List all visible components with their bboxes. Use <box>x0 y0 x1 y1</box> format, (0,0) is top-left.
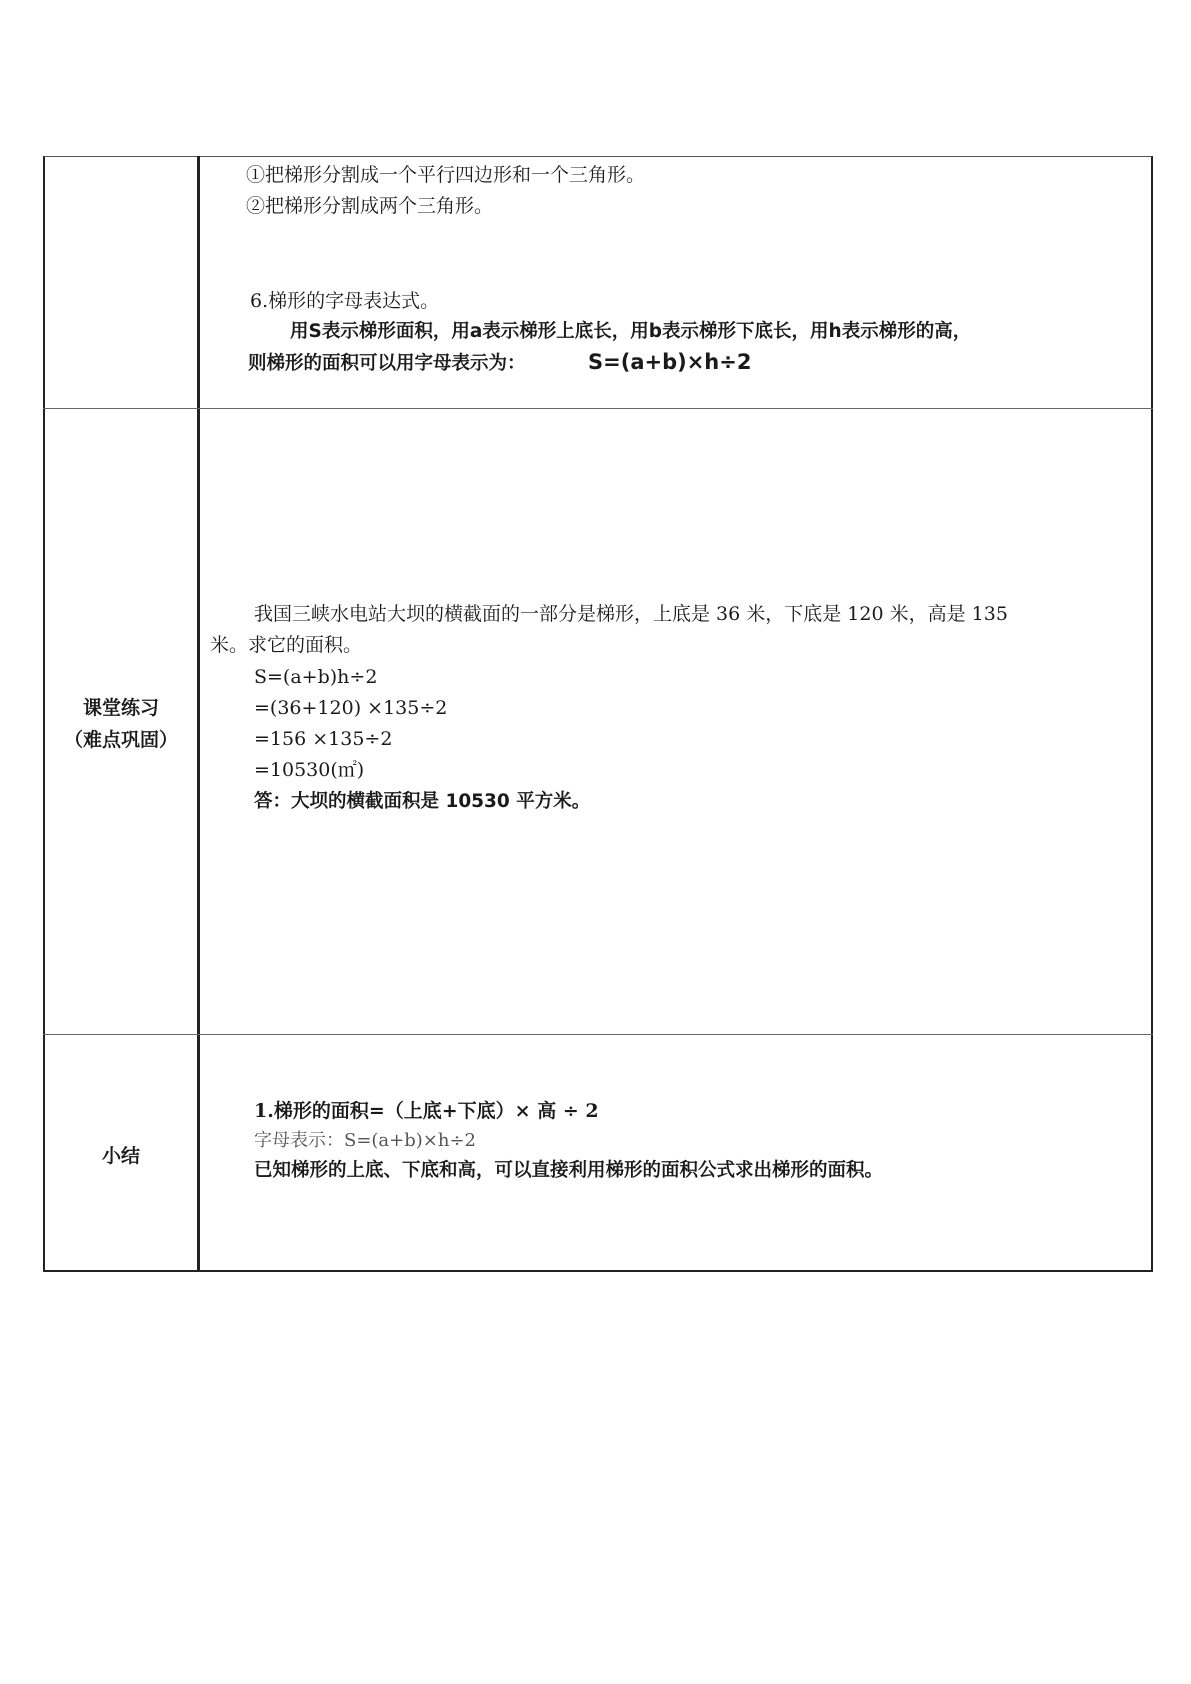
solution-step-2: =(36+120) ×135÷2 <box>254 697 448 719</box>
problem-statement: 我国三峡水电站大坝的横截面的一部分是梯形，上底是 36 米，下底是 120 米，高是 135 <box>254 603 1008 625</box>
row-label-practice: 课堂练习 <box>82 697 159 719</box>
row-label-summary: 小结 <box>101 1145 140 1167</box>
row-label-practice-sub: （难点巩固） <box>63 729 178 751</box>
problem-statement-cont: 米。求它的面积。 <box>210 634 363 656</box>
formula-intro: 则梯形的面积可以用字母表示为： <box>248 353 526 374</box>
method-line-2: ②把梯形分割成两个三角形。 <box>246 195 494 217</box>
solution-step-4: =10530(㎡) <box>254 759 365 781</box>
answer: 答：大坝的横截面积是 10530 平方米。 <box>254 791 591 812</box>
summary-formula: 1.梯形的面积=（上底+下底）× 高 ÷ 2 <box>254 1100 599 1122</box>
method-line-1: ①把梯形分割成一个平行四边形和一个三角形。 <box>246 164 646 186</box>
area-formula: S=(a+b)×h÷2 <box>588 350 752 374</box>
solution-step-3: =156 ×135÷2 <box>254 728 393 750</box>
row-divider-1 <box>43 408 1153 409</box>
column-divider <box>197 156 200 1272</box>
solution-step-1: S=(a+b)h÷2 <box>254 666 378 688</box>
summary-letter-formula: 字母表示：S=(a+b)×h÷2 <box>254 1130 477 1151</box>
formula-description: 用S表示梯形面积，用a表示梯形上底长，用b表示梯形下底长，用h表示梯形的高， <box>290 321 972 342</box>
summary-conclusion: 已知梯形的上底、下底和高，可以直接利用梯形的面积公式求出梯形的面积。 <box>254 1160 884 1181</box>
row-divider-2 <box>43 1034 1153 1035</box>
section-heading: 6.梯形的字母表达式。 <box>250 290 440 312</box>
